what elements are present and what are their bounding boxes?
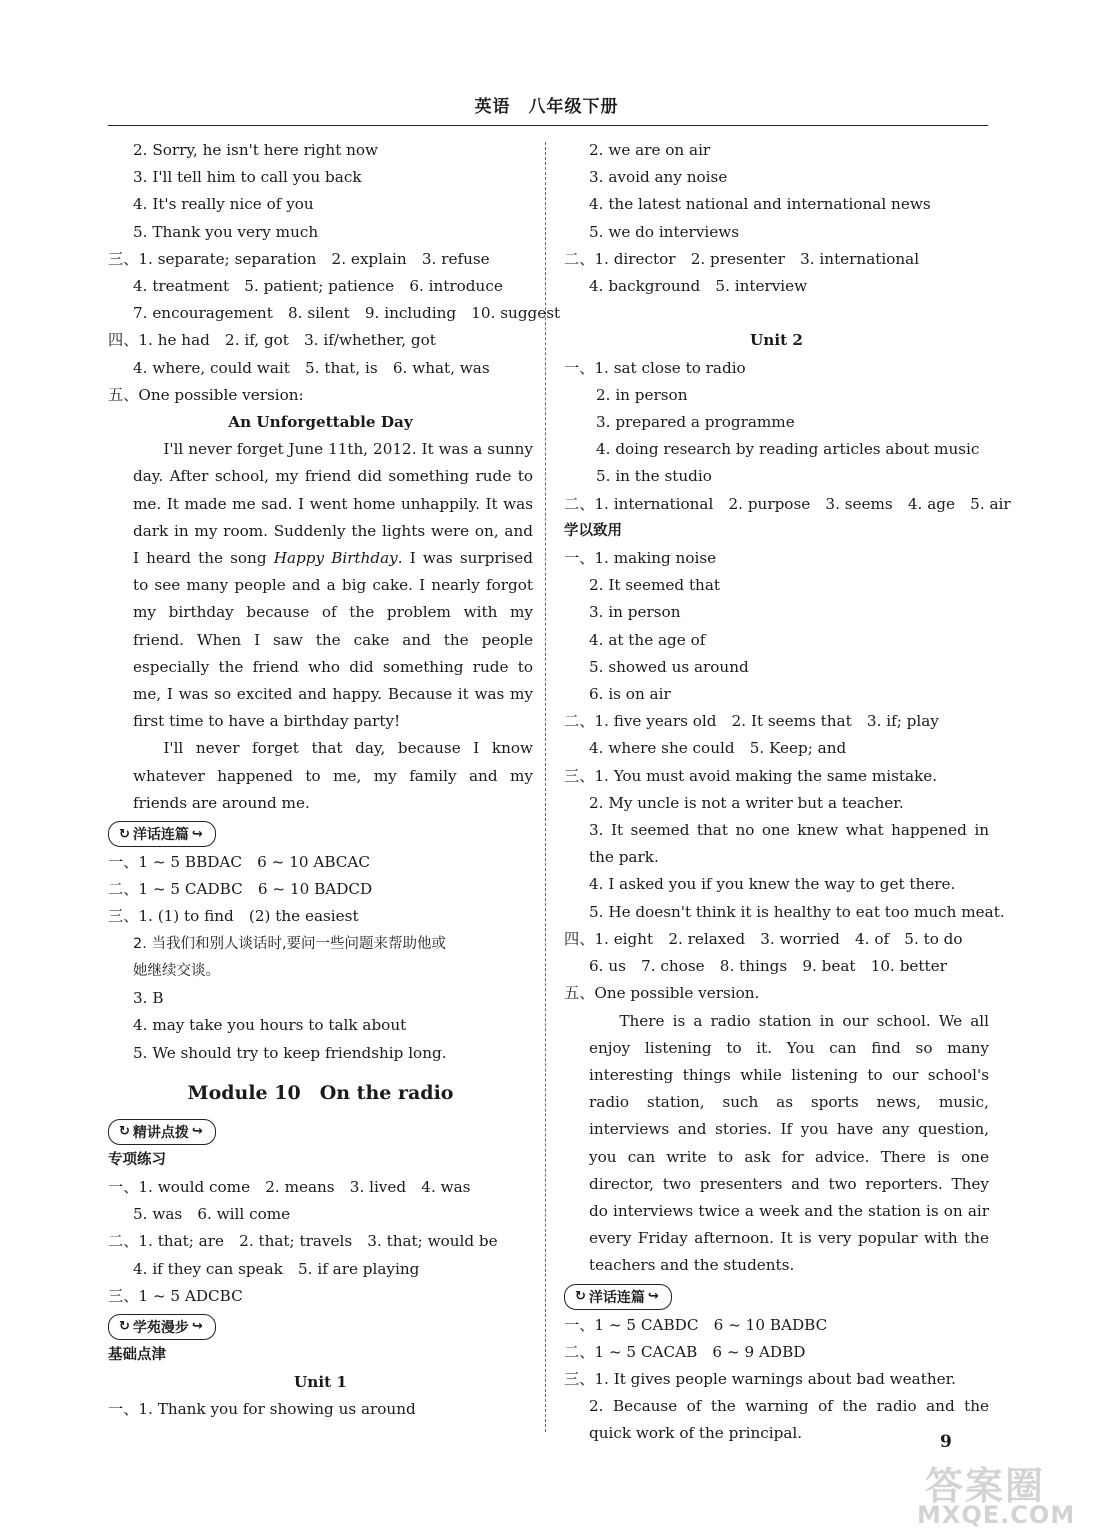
subsection-heading: 学以致用 bbox=[564, 522, 622, 539]
answer-line: 5. He doesn't think it is healthy to eat too much meat. bbox=[589, 902, 1005, 921]
answer-line: 6. is on air bbox=[589, 685, 671, 704]
header-rule bbox=[108, 125, 988, 126]
arrow-icon: ↻ bbox=[575, 1289, 586, 1305]
answer-line: 二、1 ~ 5 CACAB 6 ~ 9 ADBD bbox=[564, 1342, 806, 1361]
answer-line: 5. we do interviews bbox=[589, 222, 740, 241]
arrow-icon: ↪ bbox=[191, 1319, 203, 1335]
answer-line: 三、1 ~ 5 ADCBC bbox=[108, 1286, 243, 1305]
essay-paragraph: There is a radio station in our school. We all enjoy listening to it. You can find so many interesting things while listening to our school's radio station, such as sports news, music, interviews and stories. If you have any question, you can write to ask for advice. There is one director, two presenters and two reporters. They do interviews twice a week and the station is on air every Friday afternoon. It is very popular with the teachers and the students. bbox=[589, 1011, 989, 1275]
answer-line: 3. B bbox=[133, 989, 164, 1008]
answer-line: 4. the latest national and international news bbox=[589, 195, 931, 214]
watermark-logo bbox=[905, 1455, 1085, 1535]
answer-line: 3. I'll tell him to call you back bbox=[133, 168, 362, 187]
answer-line: 4. It's really nice of you bbox=[133, 195, 314, 214]
essay-paragraph: I'll never forget that day, because I know whatever happened to me, my family and my friends are around me. bbox=[133, 739, 533, 812]
answer-line: 4. background 5. interview bbox=[589, 277, 808, 296]
answer-line: 4. may take you hours to talk about bbox=[133, 1016, 407, 1035]
answer-line: 二、1. international 2. purpose 3. seems 4. age 5. air bbox=[564, 494, 1011, 513]
unit-title: Unit 2 bbox=[750, 331, 803, 350]
answer-line: 5. showed us around bbox=[589, 657, 749, 676]
answer-line: 二、1. five years old 2. It seems that 3. if; play bbox=[564, 712, 939, 731]
answer-line: 三、1. (1) to find (2) the easiest bbox=[108, 907, 359, 926]
answer-line: 7. encouragement 8. silent 9. including 10. suggest bbox=[133, 304, 561, 323]
answer-line: 一、1. sat close to radio bbox=[564, 358, 746, 377]
answer-line: 4. where, could wait 5. that, is 6. what, was bbox=[133, 358, 490, 377]
arrow-icon: ↪ bbox=[647, 1289, 659, 1305]
arrow-icon: ↪ bbox=[191, 826, 203, 842]
answer-line: 2. It seemed that bbox=[589, 576, 720, 595]
essay-title: An Unforgettable Day bbox=[228, 413, 413, 432]
page-header: 英语 八年级下册 bbox=[474, 97, 619, 117]
answer-line: 一、1. would come 2. means 3. lived 4. was bbox=[108, 1177, 471, 1196]
song-title: Happy Birthday bbox=[273, 549, 398, 568]
answer-line: 2. My uncle is not a writer but a teacher. bbox=[589, 793, 904, 812]
answer-line: 三、1. It gives people warnings about bad weather. bbox=[564, 1369, 957, 1388]
answer-line: 3. prepared a programme bbox=[596, 413, 795, 432]
answer-line: 二、1 ~ 5 CADBC 6 ~ 10 BADCD bbox=[108, 880, 373, 899]
watermark-text: 答案圈 bbox=[925, 1464, 1046, 1508]
module-title: Module 10 On the radio bbox=[187, 1081, 454, 1104]
answer-line: 五、One possible version: bbox=[108, 385, 304, 404]
arrow-icon: ↪ bbox=[191, 1124, 203, 1140]
section-banner bbox=[108, 1314, 216, 1340]
column-divider bbox=[545, 142, 546, 1432]
answer-line: 5. was 6. will come bbox=[133, 1205, 291, 1224]
essay-text: . I was surprised to see many people and a big cake. I nearly forgot my birthday because of the problem with my friend. When I saw the cake and the people especially the friend who did something rude to me, I was so excited and happy. Because it was my first time to have a birthday party! bbox=[133, 549, 534, 731]
essay-text: I'll never forget June 11th, 2012. It was a sunny day. After school, my friend did something rude to me. It made me sad. I went home unhappily. It was dark in my room. Suddenly the lights were on, and I heard the song bbox=[133, 440, 533, 568]
arrow-icon: ↻ bbox=[119, 826, 130, 842]
banner-label: 洋话连篇 bbox=[132, 827, 189, 844]
answer-line: 4. I asked you if you knew the way to get there. bbox=[589, 875, 956, 894]
answer-line: 四、1. eight 2. relaxed 3. worried 4. of 5. to do bbox=[564, 929, 963, 948]
answer-line: 四、1. he had 2. if, got 3. if/whether, got bbox=[108, 331, 436, 350]
section-banner bbox=[108, 1119, 216, 1145]
watermark-url: MXQE.COM bbox=[917, 1501, 1076, 1529]
answer-line: 二、1. that; are 2. that; travels 3. that; would be bbox=[108, 1232, 498, 1251]
essay-paragraph bbox=[108, 436, 533, 735]
banner-label: 精讲点拨 bbox=[132, 1124, 189, 1141]
answer-line: 2. Because of the warning of the radio and the quick work of the principal. bbox=[589, 1397, 989, 1443]
answer-line: 三、1. separate; separation 2. explain 3. refuse bbox=[108, 249, 490, 268]
answer-line: 五、One possible version. bbox=[564, 984, 760, 1003]
arrow-icon: ↻ bbox=[119, 1124, 130, 1140]
section-banner bbox=[564, 1284, 672, 1310]
answer-line: 一、1. Thank you for showing us around bbox=[108, 1400, 416, 1419]
answer-line: 2. we are on air bbox=[589, 141, 711, 159]
answer-line: 4. where she could 5. Keep; and bbox=[589, 739, 847, 758]
answer-line: 4. at the age of bbox=[589, 630, 706, 649]
answer-line: 三、1. You must avoid making the same mistake. bbox=[564, 766, 938, 785]
spacer bbox=[564, 300, 989, 327]
answer-line: 2. in person bbox=[596, 385, 688, 404]
banner-label: 学苑漫步 bbox=[132, 1319, 189, 1336]
section-banner bbox=[108, 821, 216, 847]
answer-line: 5. Thank you very much bbox=[133, 222, 319, 241]
answer-line: 4. doing research by reading articles about music bbox=[596, 440, 980, 459]
answer-line: 4. treatment 5. patient; patience 6. introduce bbox=[133, 277, 503, 296]
banner-label: 洋话连篇 bbox=[588, 1289, 645, 1306]
subsection-heading: 基础点津 bbox=[108, 1346, 166, 1363]
answer-line: 她继续交谈。 bbox=[133, 962, 220, 979]
right-column bbox=[564, 137, 1011, 1448]
answer-line: 3. in person bbox=[589, 603, 681, 622]
answer-line: 一、1 ~ 5 CABDC 6 ~ 10 BADBC bbox=[564, 1315, 828, 1334]
subsection-heading: 专项练习 bbox=[108, 1151, 166, 1168]
answer-line: 5. We should try to keep friendship long. bbox=[133, 1043, 447, 1062]
left-column bbox=[108, 137, 561, 1424]
answer-line: 一、1. making noise bbox=[564, 549, 717, 568]
answer-line: 4. if they can speak 5. if are playing bbox=[133, 1259, 420, 1278]
answer-line: 2. 当我们和别人谈话时,要问一些问题来帮助他或 bbox=[133, 935, 447, 952]
answer-line: 2. Sorry, he isn't here right now bbox=[133, 141, 379, 159]
unit-title: Unit 1 bbox=[294, 1373, 347, 1392]
arrow-icon: ↻ bbox=[119, 1319, 130, 1335]
page-number: 9 bbox=[940, 1432, 952, 1452]
answer-line: 5. in the studio bbox=[596, 467, 712, 486]
answer-line: 3. avoid any noise bbox=[589, 168, 728, 187]
answer-line: 一、1 ~ 5 BBDAC 6 ~ 10 ABCAC bbox=[108, 853, 370, 872]
answer-line: 二、1. director 2. presenter 3. international bbox=[564, 249, 920, 268]
answer-line: 6. us 7. chose 8. things 9. beat 10. better bbox=[589, 957, 947, 976]
answer-line: 3. It seemed that no one knew what happened in the park. bbox=[589, 821, 989, 867]
